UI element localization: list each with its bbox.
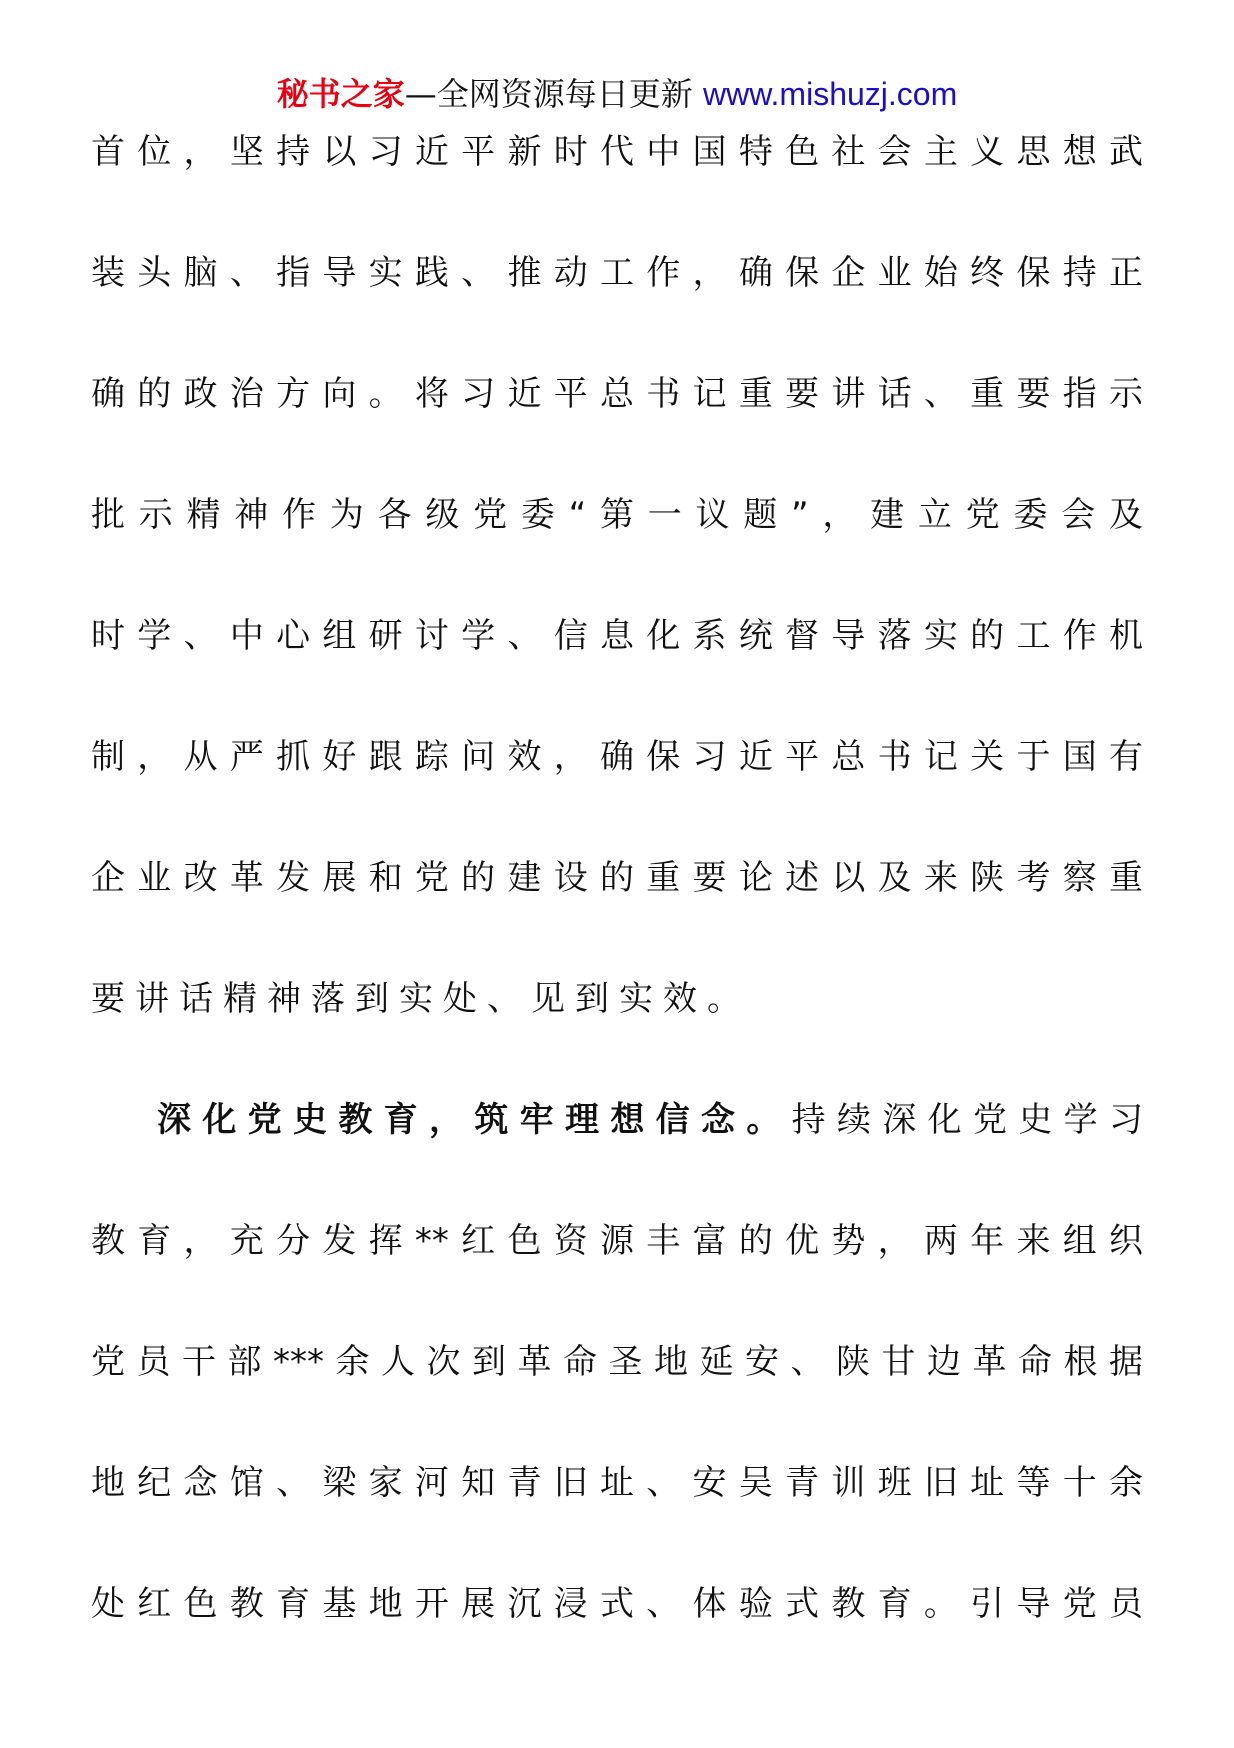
paragraph-2 xyxy=(91,1090,1143,1695)
document-body xyxy=(91,122,1143,1695)
text-line: 处红色教育基地开展沉浸式、体验式教育。引导党员 xyxy=(91,1584,1143,1624)
text-line: 党员干部***余人次到革命圣地延安、陕甘边革命根据 xyxy=(91,1342,1143,1382)
text-line: 地纪念馆、梁家河知青旧址、安吴青训班旧址等十余 xyxy=(91,1463,1143,1503)
text-line: 首位，坚持以习近平新时代中国特色社会主义思想武 xyxy=(91,132,1143,172)
brand-name: 秘书之家 xyxy=(276,75,405,113)
paragraph-1 xyxy=(91,122,1143,1090)
site-url-link[interactable]: www.mishuzj.com xyxy=(702,76,958,112)
paragraph-first-line xyxy=(91,1090,1143,1211)
text-line: 企业改革发展和党的建设的重要论述以及来陕考察重 xyxy=(91,858,1143,898)
text-line: 批示精神作为各级党委“第一议题”，建立党委会及 xyxy=(91,495,1143,535)
text-line: 装头脑、指导实践、推动工作，确保企业始终保持正 xyxy=(91,253,1143,293)
header-tagline: —全网资源每日更新 xyxy=(404,75,703,113)
text-fragment: 持续深化党史学习 xyxy=(791,1100,1143,1140)
text-line: 制，从严抓好跟踪问效，确保习近平总书记关于国有 xyxy=(91,737,1143,777)
text-line: 确的政治方向。将习近平总书记重要讲话、重要指示 xyxy=(91,374,1143,414)
text-line: 时学、中心组研讨学、信息化系统督导落实的工作机 xyxy=(91,616,1143,656)
text-line: 要讲话精神落到实处、见到实效。 xyxy=(91,979,751,1019)
text-line: 教育，充分发挥**红色资源丰富的优势，两年来组织 xyxy=(91,1221,1143,1261)
site-header xyxy=(0,70,1234,118)
paragraph-lead-heading: 深化党史教育，筑牢理想信念。 xyxy=(157,1100,792,1140)
